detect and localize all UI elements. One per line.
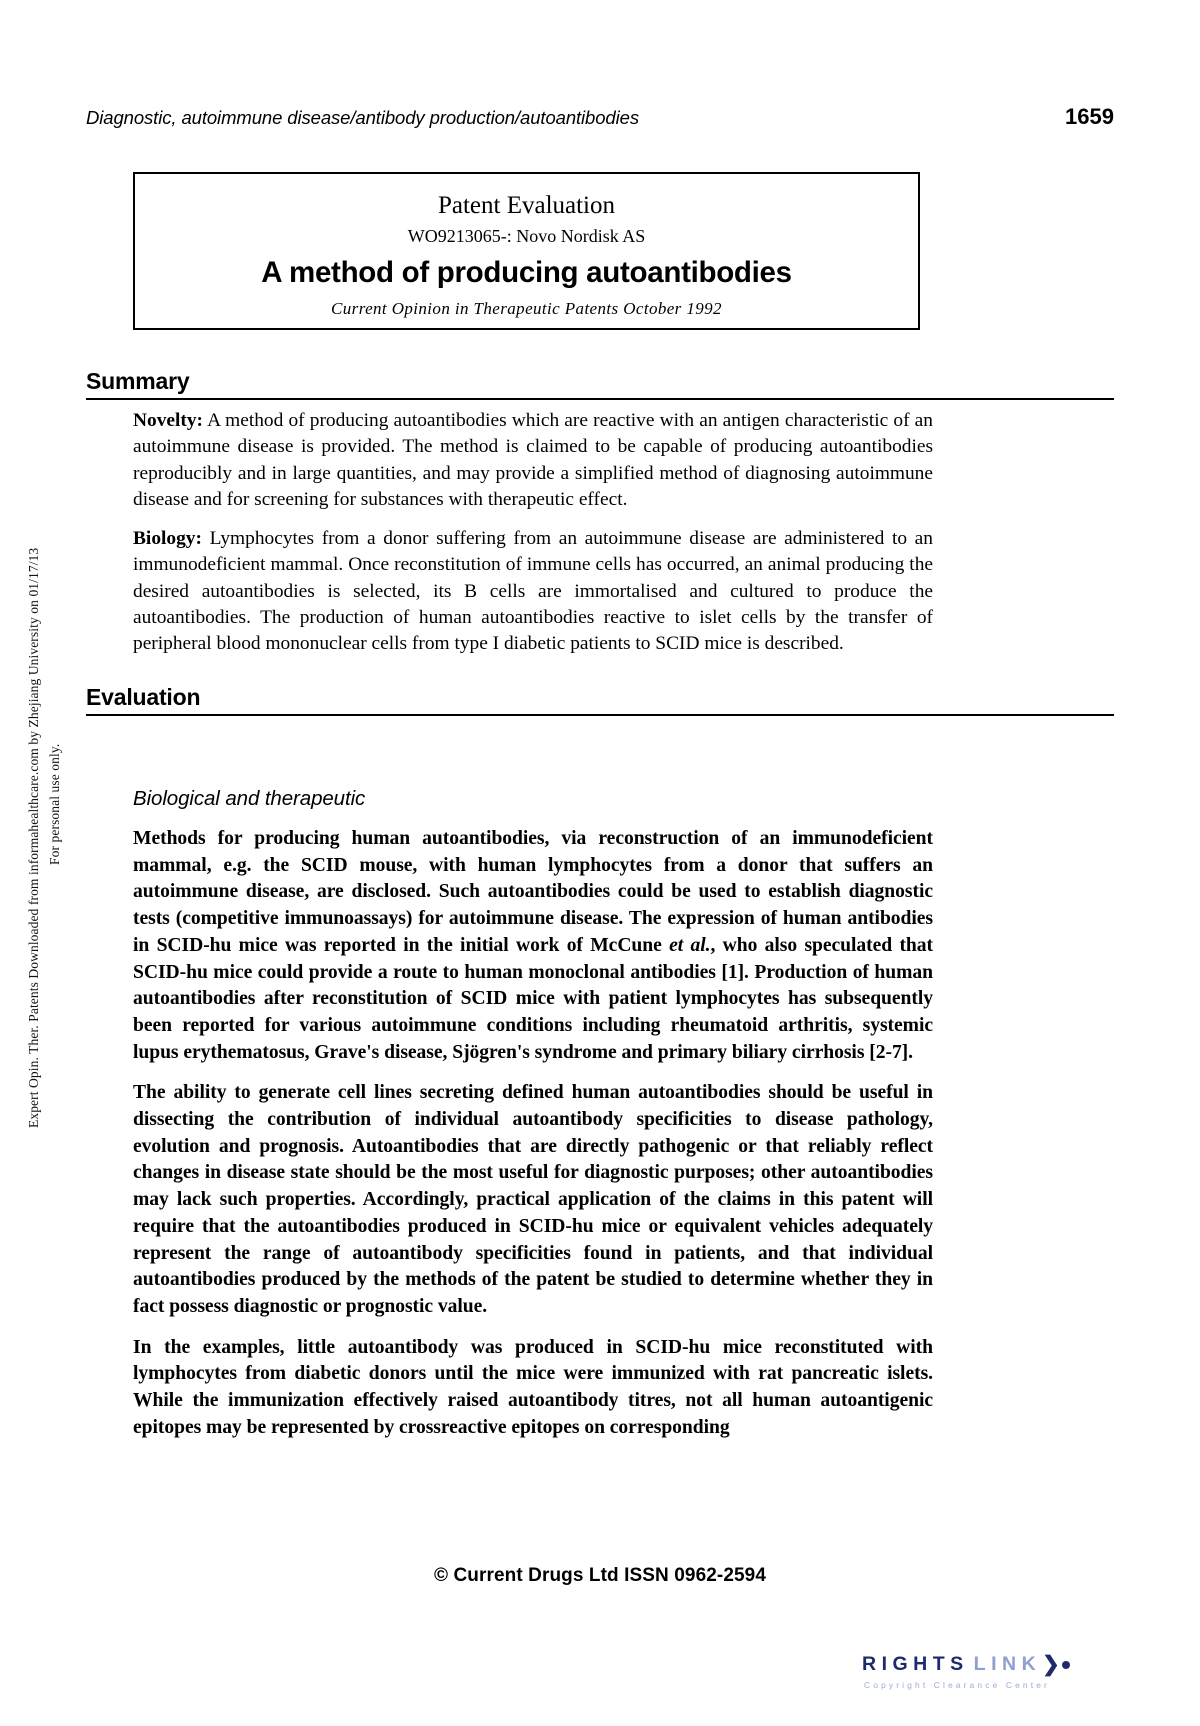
rightslink-logo[interactable] [862, 1652, 1102, 1696]
journal-citation: Current Opinion in Therapeutic Patents October 1992 [331, 298, 722, 318]
paragraph-biology [133, 526, 933, 657]
rightslink-arrow-icon: ❯ [1042, 1653, 1060, 1676]
rightslink-word-rights: RIGHTS [862, 1653, 969, 1675]
rightslink-word-link: LINK [973, 1653, 1042, 1675]
patent-evaluation-kicker: Patent Evaluation [437, 192, 616, 219]
section-rule [86, 398, 1114, 400]
running-head [86, 104, 1114, 130]
section-rule [86, 714, 1114, 716]
patent-title-box [133, 172, 920, 330]
section-heading-evaluation [86, 684, 1114, 716]
watermark-personal-use: For personal use only. [47, 743, 62, 865]
subsection-heading-biological-and-therapeutic: Biological and therapeutic [133, 787, 366, 810]
paragraph-text-examples: In the examples, little autoantibody was produced in SCID-hu mice reconstituted with lymphocytes from diabetic donors until the mice were immunized with rat pancreatic islets. While the immunization effectively raised autoantibody titres, not all human autoantigenic epitopes may be represented by crossreactive epitopes on corresponding [133, 1336, 933, 1438]
paragraph-text-methods-a: Methods for producing human autoantibodies, via reconstruction of an immunodeficient mammal, e.g. the SCID mouse, with human lymphocytes from a donor that suffers an autoimmune disease, are disclosed. Such autoantibodies could be used to establish diagnostic tests (competitive immunoassays) for autoimmune disease. The expression of human antibodies in SCID-hu mice was reported in the initial work of McCune [133, 828, 933, 956]
citation-et-al: et al. [669, 934, 711, 956]
paragraph-text-biology: Lymphocytes from a donor suffering from an autoimmune disease are administered to an immunodeficient mammal. Once reconstitution of immune cells has occurred, an animal producing the desired autoantibodies is selected, its B cells are immortalised and cultured to produce the autoantibodies. The production of human autoantibodies reactive to islet cells by the transfer of peripheral blood mononuclear cells from type I diabetic patients to SCID mice is described. [133, 528, 933, 655]
summary-body [133, 408, 933, 671]
evaluation-body [133, 826, 933, 1455]
page-number: 1659 [1065, 104, 1114, 129]
footer-copyright: © Current Drugs Ltd ISSN 0962-2594 [433, 1565, 767, 1586]
section-heading-summary-label: Summary [86, 368, 190, 394]
paragraph-lead-novelty: Novelty: [133, 410, 203, 431]
download-watermark-sidebar [0, 0, 72, 1726]
paragraph-text-novelty: A method of producing autoantibodies which are reactive with an antigen characteristic of an autoimmune disease is provided. The method is claimed to be capable of producing autoantibodies reproducibly and in large quantities, and may provide a simplified method of diagnosing autoimmune disease and for screening for substances with therapeutic effect. [133, 410, 933, 510]
rightslink-wordmark [862, 1652, 1102, 1677]
patent-reference: WO9213065-: Novo Nordisk AS [407, 225, 646, 246]
paragraph-text-methods-b: , who also speculated that SCID-hu mice could provide a route to human monoclonal antibodies [1]. Production of human autoantibodies after reconstitution of SCID mice with patient lymphocytes has subsequently been reported for various autoimmune conditions including rheumatoid arthritis, systemic lupus erythematosus, Grave's disease, Sjögren's syndrome and primary biliary cirrhosis [2-7]. [133, 934, 933, 1063]
section-heading-summary [86, 368, 1114, 400]
paragraph-lead-biology: Biology: [133, 528, 202, 550]
paragraph-examples [133, 1335, 933, 1442]
paragraph-novelty [133, 408, 933, 513]
running-head-title: Diagnostic, autoimmune disease/antibody production/autoantibodies [86, 107, 639, 128]
paragraph-ability [133, 1080, 933, 1320]
rightslink-dot-icon [1062, 1661, 1070, 1669]
page-title: A method of producing autoantibodies [261, 255, 792, 289]
paragraph-methods [133, 826, 933, 1066]
rightslink-tagline: Copyright Clearance Center [864, 1680, 1050, 1690]
section-heading-evaluation-label: Evaluation [86, 684, 201, 710]
paragraph-text-ability: The ability to generate cell lines secreting defined human autoantibodies should be useful in dissecting the contribution of individual autoantibody specificities to disease pathology, evolution and prognosis. Autoantibodies that are directly pathogenic or that reliably reflect changes in disease state should be the most useful for diagnostic purposes; other autoantibodies may lack such properties. Accordingly, practical application of the claims in this patent will require that the autoantibodies produced in SCID-hu mice or equivalent vehicles adequately represent the range of autoantibody specificities found in patients, and that individual autoantibodies produced by the methods of the patent be studied to determine whether they in fact possess diagnostic or prognostic value. [133, 1082, 933, 1317]
watermark-download-source: Expert Opin. Ther. Patents Downloaded from informahealthcare.com by Zhejiang University on 01/17/13 [26, 547, 41, 1128]
